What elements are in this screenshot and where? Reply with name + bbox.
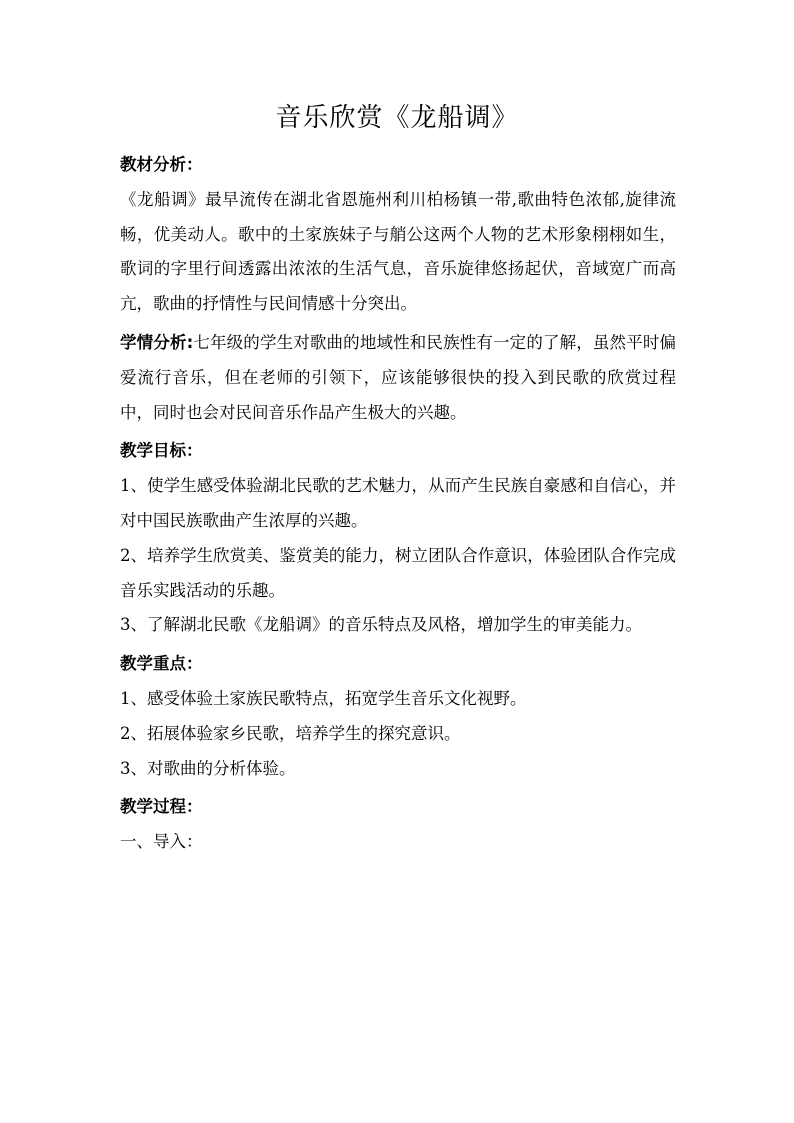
document-body xyxy=(120,148,676,860)
process-item-1: 一、导入： xyxy=(120,832,203,852)
goal-item-3: 3、了解湖北民歌《龙船调》的音乐特点及风格，增加学生的审美能力。 xyxy=(120,615,642,635)
focus-item-3: 3、对歌曲的分析体验。 xyxy=(120,758,296,778)
learner-text: 七年级的学生对歌曲的地域性和民族性有一定的了解，虽然平时偏爱流行音乐，但在老师的引领下，应该能够很快的投入到民歌的欣赏过程中，同时也会对民间音乐作品产生极大的兴趣。 xyxy=(120,332,677,422)
focus-item-1: 1、感受体验土家族民歌特点，拓宽学生音乐文化视野。 xyxy=(120,688,527,708)
goals-heading: 教学目标： xyxy=(120,441,203,461)
goal-item-2: 2、培养学生欣赏美、鉴赏美的能力，树立团队合作意识，体验团队合作完成音乐实践活动的乐趣。 xyxy=(120,545,676,600)
analysis-heading: 教材分析： xyxy=(120,155,203,174)
focus-heading: 教学重点： xyxy=(120,654,203,674)
learner-label: 学情分析: xyxy=(120,332,194,352)
process-heading: 教学过程： xyxy=(120,797,203,817)
learner-paragraph xyxy=(120,326,676,430)
focus-item-2: 2、拓展体验家乡民歌，培养学生的探究意识。 xyxy=(120,723,461,743)
goal-item-1: 1、使学生感受体验湖北民歌的艺术魅力，从而产生民族自豪感和自信心，并对中国民族歌曲产生浓厚的兴趣。 xyxy=(120,476,676,530)
document-title: 音乐欣赏《龙船调》 xyxy=(275,103,519,133)
analysis-paragraph: 《龙船调》最早流传在湖北省恩施州利川柏杨镇一带,歌曲特色浓郁,旋律流畅，优美动人。歌中的土家族妹子与艄公这两个人物的艺术形象栩栩如生，歌词的字里行间透露出浓浓的生活气息，音乐旋律悠扬起伏，音域宽广而高亢，歌曲的抒情性与民间情感十分突出。 xyxy=(120,189,676,314)
